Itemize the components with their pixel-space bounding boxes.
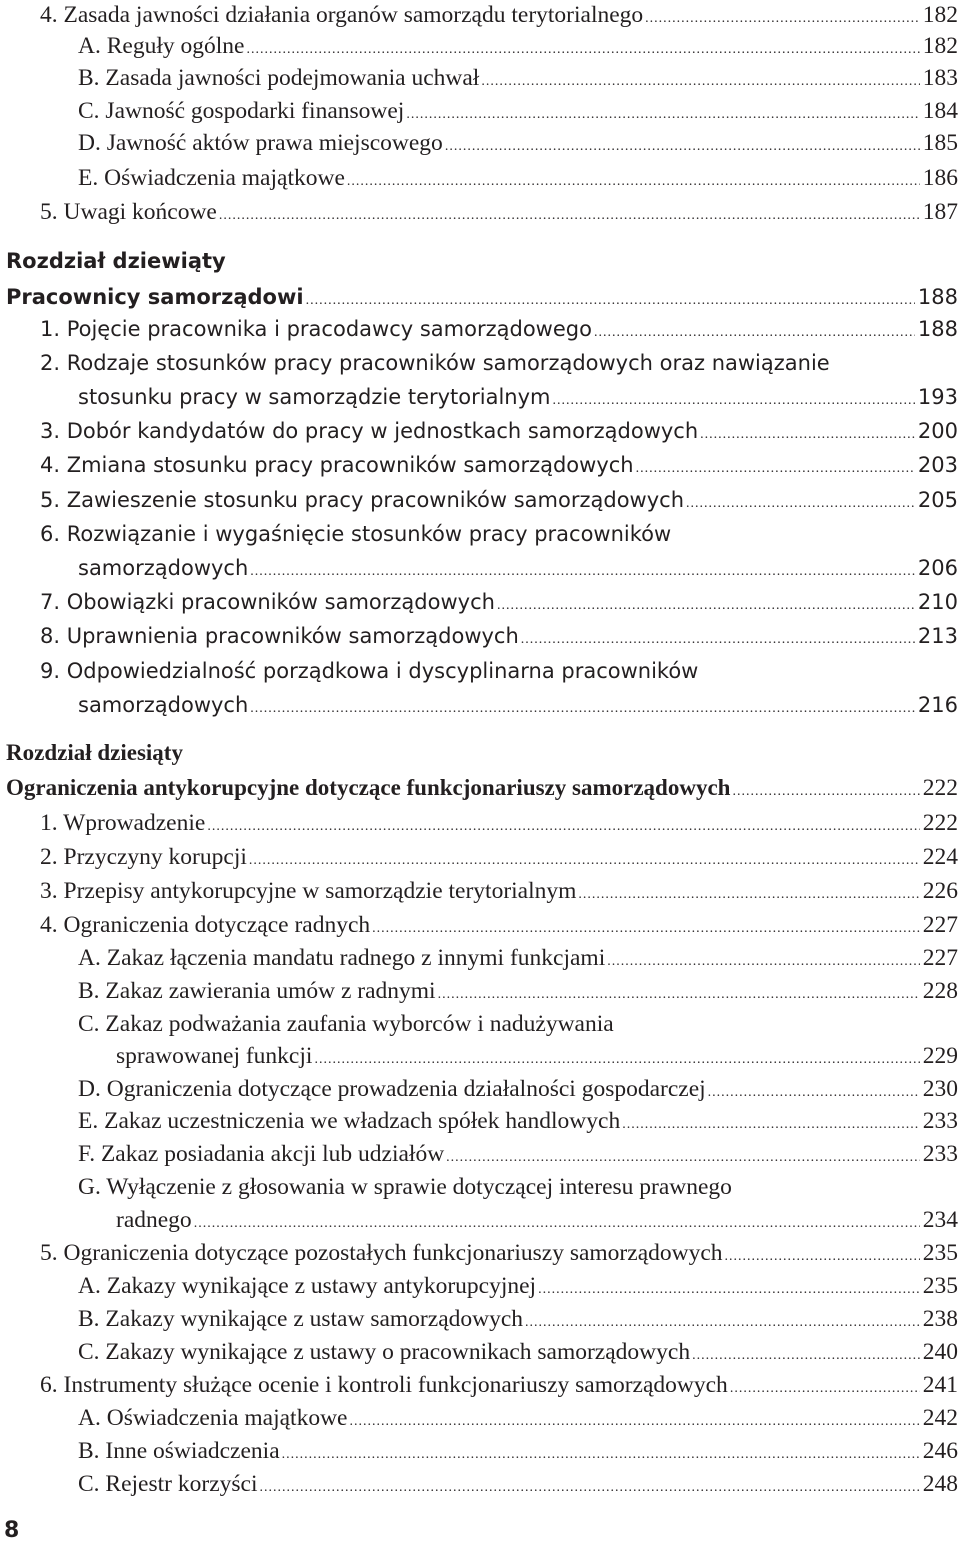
toc-entry [78,690,958,720]
toc-entry-page: 248 [922,1471,958,1497]
leader-dots [622,1110,920,1140]
leader-dots [372,914,920,944]
toc-entry-title: B. Zasada jawności podejmowania uchwał [78,65,480,91]
toc-entry-page: 210 [917,590,958,614]
toc-entry-page: 203 [917,453,958,477]
leader-dots [538,1275,920,1305]
leader-dots [250,557,915,587]
leader-dots [725,1242,920,1272]
toc-entry-title: stosunku pracy w samorządzie terytorialnym [78,385,551,409]
toc-entry [40,197,958,227]
toc-entry-title: 8. Uprawnienia pracowników samorządowych [40,624,519,648]
toc-entry [40,842,958,872]
toc-entry-page: 234 [922,1207,958,1233]
toc-entry-title: 5. Zawieszenie stosunku pracy pracowników samorządowych [40,488,685,512]
toc-entry-line1 [78,1009,958,1039]
toc-entry-title: F. Zakaz posiadania akcji lub udziałów [78,1141,445,1167]
toc-entry-title: 1. Pojęcie pracownika i pracodawcy samorządowego [40,317,592,341]
toc-entry-page: 213 [917,624,958,648]
toc-entry-page: 185 [922,130,958,156]
toc-entry-page: 233 [922,1141,958,1167]
leader-dots [607,947,920,977]
toc-entry-title: C. Zakaz podważania zaufania wyborców i nadużywania [78,1011,614,1037]
toc-entry-title: 4. Zmiana stosunku pracy pracowników samorządowych [40,453,634,477]
toc-entry-title: E. Zakaz uczestniczenia we władzach spółek handlowych [78,1108,621,1134]
toc-entry [40,621,958,651]
toc-entry-page: 188 [917,317,958,341]
toc-entry-page: 206 [917,556,958,580]
toc-entry [116,1041,958,1071]
leader-dots [700,420,915,450]
toc-entry-page: 216 [917,693,958,717]
leader-dots [578,880,919,910]
toc-entry-title: C. Jawność gospodarki finansowej [78,98,405,124]
toc-entry-page: 238 [922,1306,958,1332]
toc-entry-title: 3. Przepisy antykorupcyjne w samorządzie terytorialnym [40,878,577,904]
leader-dots [438,980,920,1010]
leader-dots [314,1045,919,1075]
chapter-10-page: 222 [922,775,958,801]
toc-entry-title: C. Zakazy wynikające z ustawy o pracownikach samorządowych [78,1339,691,1365]
toc-entry-page: 205 [917,488,958,512]
toc-entry [78,1074,958,1104]
toc-entry-title: radnego [116,1207,192,1233]
toc-entry-title: A. Zakaz łączenia mandatu radnego z innymi funkcjami [78,945,606,971]
leader-dots [306,286,915,316]
toc-entry-title: 2. Przyczyny korupcji [40,844,247,870]
leader-dots [730,1374,920,1404]
toc-entry [78,976,958,1006]
toc-entry-page: 193 [917,385,958,409]
toc-entry [78,63,958,93]
toc-entry-page: 246 [922,1438,958,1464]
leader-dots [645,4,920,34]
toc-entry-title: 5. Uwagi końcowe [40,199,217,225]
toc-entry-page: 240 [922,1339,958,1365]
chapter-label [6,246,956,276]
toc-entry [78,943,958,973]
chapter-10-label: Rozdział dziesiąty [6,740,183,765]
toc-entry-title: 5. Ograniczenia dotyczące pozostałych funkcjonariuszy samorządowych [40,1240,723,1266]
toc-entry [78,1403,958,1433]
toc-entry-page: 235 [922,1273,958,1299]
toc-entry-page: 229 [922,1043,958,1069]
toc-entry [40,485,958,515]
toc-entry-title: D. Ograniczenia dotyczące prowadzenia działalności gospodarczej [78,1076,706,1102]
toc-entry-page: 228 [922,978,958,1004]
toc-entry-page: 233 [922,1108,958,1134]
toc-entry [78,1337,958,1367]
toc-entry-title: 4. Ograniczenia dotyczące radnych [40,912,371,938]
toc-entry-page: 184 [922,98,958,124]
toc-entry-page: 227 [922,945,958,971]
toc-entry [78,1106,958,1136]
leader-dots [406,100,919,130]
toc-entry-line1 [40,348,958,378]
chapter-title-row [6,282,958,312]
leader-dots [347,167,920,197]
toc-entry-title: 7. Obowiązki pracowników samorządowych [40,590,495,614]
toc-entry [78,1139,958,1169]
toc-entry-title: B. Inne oświadczenia [78,1438,280,1464]
toc-entry-page: 222 [922,810,958,836]
leader-dots [246,35,919,65]
toc-entry-title: A. Oświadczenia majątkowe [78,1405,348,1431]
leader-dots [732,777,919,807]
page-number: 8 [4,1518,20,1543]
leader-dots [594,318,915,348]
leader-dots [282,1440,920,1470]
toc-entry-title: G. Wyłączenie z głosowania w sprawie dotyczącej interesu prawnego [78,1174,732,1200]
toc-entry [78,553,958,583]
toc-entry-line1 [40,656,958,686]
toc-entry-page: 241 [922,1372,958,1398]
leader-dots [249,846,920,876]
toc-entry-page: 182 [922,33,958,59]
leader-dots [445,132,920,162]
toc-entry [78,1271,958,1301]
leader-dots [194,1209,920,1239]
toc-entry [78,1436,958,1466]
chapter-label [6,738,956,768]
toc-entry-page: 226 [922,878,958,904]
leader-dots [350,1407,920,1437]
toc-entry [40,416,958,446]
chapter-10-title: Ograniczenia antykorupcyjne dotyczące funkcjonariuszy samorządowych [6,775,731,800]
leader-dots [708,1078,920,1108]
toc-entry-page: 235 [922,1240,958,1266]
leader-dots [525,1308,920,1338]
toc-entry-line1 [78,1172,958,1202]
toc-entry-title: A. Reguły ogólne [78,33,245,59]
toc-entry-title: D. Jawność aktów prawa miejscowego [78,130,443,156]
toc-entry-title: E. Oświadczenia majątkowe [78,165,345,191]
leader-dots [219,201,920,231]
toc-entry [40,808,958,838]
toc-entry [78,1469,958,1499]
toc-entry-title: 1. Wprowadzenie [40,810,206,836]
toc-entry [78,128,958,158]
leader-dots [692,1341,920,1371]
toc-entry [116,1205,958,1235]
toc-entry-page: 186 [922,165,958,191]
toc-entry-page: 183 [922,65,958,91]
chapter-title-row [6,773,958,803]
toc-entry-page: 200 [917,419,958,443]
toc-entry [40,876,958,906]
toc-entry-page: 242 [922,1405,958,1431]
toc-entry [40,910,958,940]
toc-entry [78,163,958,193]
toc-entry-title: C. Rejestr korzyści [78,1471,258,1497]
leader-dots [686,489,915,519]
toc-entry [78,96,958,126]
toc-entry [78,1304,958,1334]
leader-dots [207,812,919,842]
toc-entry [40,1370,958,1400]
toc-entry-line1 [40,519,958,549]
toc-entry-title: A. Zakazy wynikające z ustawy antykorupcyjnej [78,1273,537,1299]
toc-entry [40,314,958,344]
toc-entry [40,587,958,617]
toc-entry-title: samorządowych [78,693,249,717]
toc-entry-title: B. Zakazy wynikające z ustaw samorządowych [78,1306,524,1332]
chapter-9-label: Rozdział dziewiąty [6,249,226,273]
leader-dots [259,1473,919,1503]
toc-entry [40,450,958,480]
toc-entry-title: 9. Odpowiedzialność porządkowa i dyscyplinarna pracowników [40,659,699,683]
toc-entry [78,382,958,412]
toc-entry-title: samorządowych [78,556,249,580]
toc-entry-title: 2. Rodzaje stosunków pracy pracowników samorządowych oraz nawiązanie [40,351,830,375]
toc-entry-title: B. Zakaz zawierania umów z radnymi [78,978,436,1004]
toc-entry-title: 6. Instrumenty służące ocenie i kontroli funkcjonariuszy samorządowych [40,1372,728,1398]
chapter-9-title: Pracownicy samorządowi [6,285,304,309]
leader-dots [553,386,915,416]
leader-dots [521,625,915,655]
toc-entry [40,0,958,30]
toc-entry-page: 230 [922,1076,958,1102]
toc-entry-title: 6. Rozwiązanie i wygaśnięcie stosunków pracy pracowników [40,522,672,546]
toc-entry-title: 4. Zasada jawności działania organów samorządu terytorialnego [40,2,644,28]
toc-entry-page: 224 [922,844,958,870]
toc-entry [78,31,958,61]
leader-dots [250,694,915,724]
toc-entry [40,1238,958,1268]
leader-dots [636,454,915,484]
chapter-9-page: 188 [917,285,958,309]
toc-entry-title: sprawowanej funkcji [116,1043,313,1069]
toc-entry-page: 187 [922,199,958,225]
toc-entry-title: 3. Dobór kandydatów do pracy w jednostkach samorządowych [40,419,699,443]
toc-entry-page: 182 [922,2,958,28]
leader-dots [446,1143,920,1173]
leader-dots [481,67,919,97]
toc-entry-page: 227 [922,912,958,938]
leader-dots [497,591,915,621]
